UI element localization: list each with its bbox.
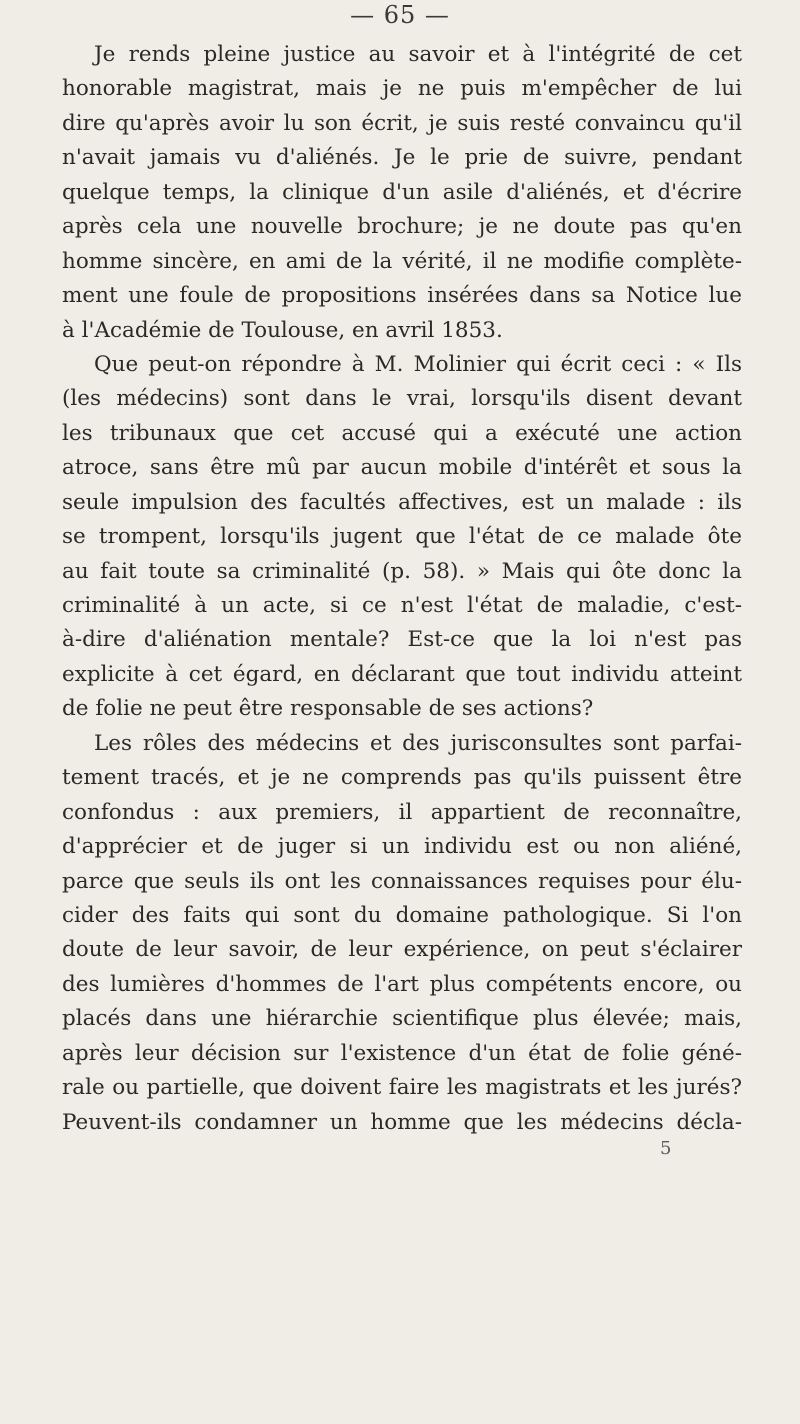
text-line: (les médecins) sont dans le vrai, lorsqu'ils disent devant [62, 386, 742, 412]
text-line: après cela une nouvelle brochure; je ne doute pas qu'en [62, 214, 742, 240]
text-line: doute de leur savoir, de leur expérience, on peut s'éclairer [62, 937, 742, 963]
text-line: à l'Académie de Toulouse, en avril 1853. [62, 317, 503, 343]
text-line: dire qu'après avoir lu son écrit, je suis resté convaincu qu'il [62, 110, 742, 136]
text-line: seule impulsion des facultés affectives, est un malade : ils [62, 489, 742, 515]
text-line: homme sincère, en ami de la vérité, il ne modifie complète- [62, 248, 742, 274]
text-line: Les rôles des médecins et des jurisconsultes sont parfai- [94, 730, 742, 756]
page-number: — 65 — [350, 1, 450, 29]
text-line: tement tracés, et je ne comprends pas qu'ils puissent être [62, 765, 742, 791]
text-line: confondus : aux premiers, il appartient de reconnaître, [62, 799, 742, 825]
text-line: honorable magistrat, mais je ne puis m'empêcher de lui [62, 76, 742, 102]
text-line: ment une foule de propositions insérées dans sa Notice lue [62, 283, 742, 309]
body-text [62, 38, 742, 1140]
text-line: des lumières d'hommes de l'art plus compétents encore, ou [62, 971, 742, 997]
text-line: n'avait jamais vu d'aliénés. Je le prie de suivre, pendant [62, 145, 742, 171]
text-line: Je rends pleine justice au savoir et à l'intégrité de cet [94, 42, 742, 67]
text-line: quelque temps, la clinique d'un asile d'aliénés, et d'écrire [62, 179, 742, 205]
text-line: explicite à cet égard, en déclarant que tout individu atteint [62, 661, 742, 687]
text-line: les tribunaux que cet accusé qui a exécuté une action [62, 420, 742, 446]
text-line: de folie ne peut être responsable de ses actions? [62, 696, 594, 722]
text-line: au fait toute sa criminalité (p. 58). » Mais qui ôte donc la [62, 558, 742, 584]
text-line: placés dans une hiérarchie scientifique plus élevée; mais, [62, 1006, 742, 1032]
text-line: d'apprécier et de juger si un individu est ou non aliéné, [62, 834, 742, 860]
text-line: criminalité à un acte, si ce n'est l'état de maladie, c'est- [62, 593, 742, 618]
text-line: atroce, sans être mû par aucun mobile d'intérêt et sous la [62, 455, 742, 481]
text-line: parce que seuls ils ont les connaissances requises pour élu- [62, 868, 742, 894]
text-line: Que peut-on répondre à M. Molinier qui écrit ceci : « Ils [94, 351, 742, 377]
text-line: à-dire d'aliénation mentale? Est-ce que la loi n'est pas [62, 627, 742, 653]
signature-mark: 5 [660, 1138, 672, 1160]
text-line: cider des faits qui sont du domaine pathologique. Si l'on [62, 902, 742, 928]
text-line: rale ou partielle, que doivent faire les magistrats et les jurés? [62, 1075, 742, 1101]
text-line: après leur décision sur l'existence d'un état de folie géné- [62, 1040, 742, 1066]
text-line: se trompent, lorsqu'ils jugent que l'état de ce malade ôte [62, 524, 742, 550]
text-line: Peuvent-ils condamner un homme que les médecins décla- [62, 1109, 742, 1135]
